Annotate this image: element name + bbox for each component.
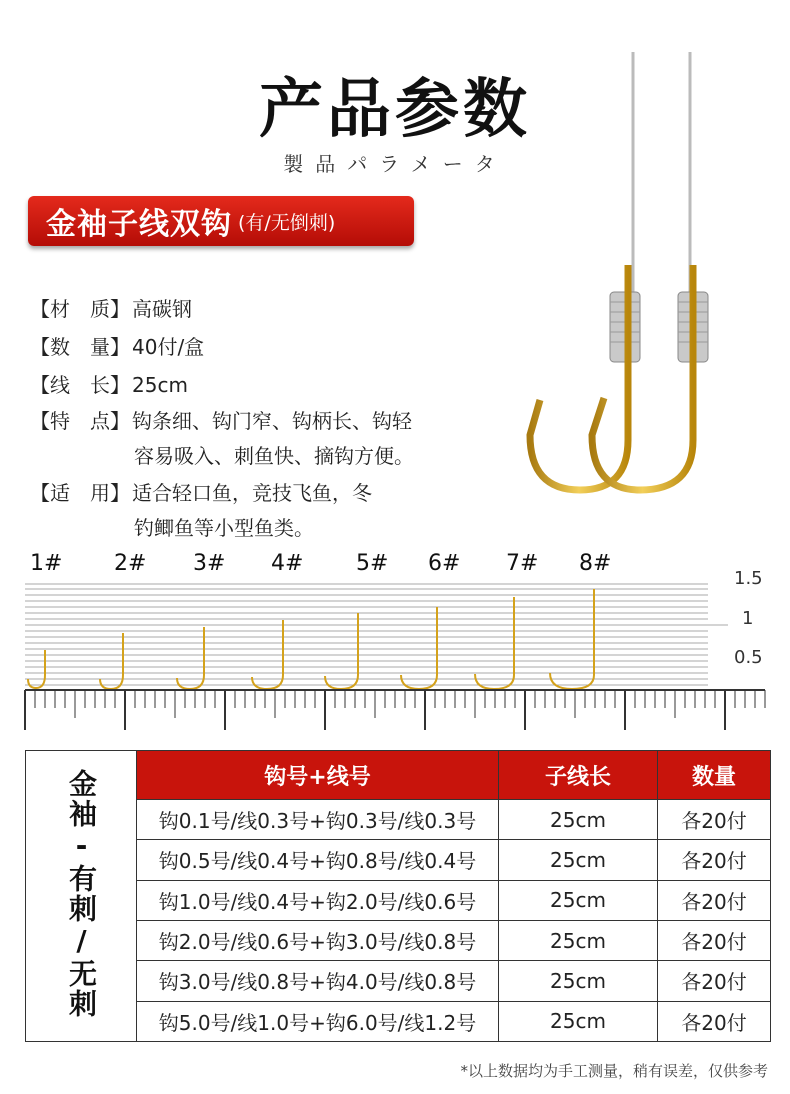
cell-length: 25cm <box>499 920 658 960</box>
size-label: 7# <box>506 551 539 576</box>
cell-quantity: 各20付 <box>658 840 771 880</box>
page-subtitle: 製品パラメータ <box>283 152 507 176</box>
scale-label: 0.5 <box>734 647 763 668</box>
header-hook-line: 钩号+线号 <box>137 751 499 800</box>
hook-photo <box>500 40 760 510</box>
size-label: 1# <box>30 551 63 576</box>
cell-spec: 钩2.0号/线0.6号+钩3.0号/线0.8号 <box>137 920 499 960</box>
table-row <box>26 880 771 920</box>
size-label: 3# <box>193 551 226 576</box>
disclaimer-note: *以上数据均为手工测量，稍有误差，仅供参考 <box>460 1062 768 1080</box>
cell-quantity: 各20付 <box>658 961 771 1001</box>
cell-spec: 钩1.0号/线0.4号+钩2.0号/线0.6号 <box>137 880 499 920</box>
cell-spec: 钩3.0号/线0.8号+钩4.0号/线0.8号 <box>137 961 499 1001</box>
table-header-row <box>26 751 771 800</box>
size-label: 6# <box>428 551 461 576</box>
table-row <box>26 1001 771 1041</box>
cell-quantity: 各20付 <box>658 800 771 840</box>
product-name: 金袖子线双钩 <box>46 207 232 242</box>
size-comparison-figure <box>0 575 790 740</box>
cell-length: 25cm <box>499 1001 658 1041</box>
cell-length: 25cm <box>499 800 658 840</box>
scale-label: 1.5 <box>734 568 763 589</box>
spec-table <box>25 750 771 1042</box>
spec-quantity: 【数 量】 40付/盒 <box>30 335 205 359</box>
table-row <box>26 800 771 840</box>
table-side-label-cell <box>26 751 137 1042</box>
size-label: 8# <box>579 551 612 576</box>
header-quantity: 数量 <box>658 751 771 800</box>
table-row <box>26 961 771 1001</box>
table-side-label: 金袖-有刺/无刺 <box>65 768 98 1019</box>
cell-quantity: 各20付 <box>658 1001 771 1041</box>
spec-usage: 【适 用】 适合轻口鱼，竞技飞鱼，冬 <box>30 481 372 505</box>
size-label: 5# <box>356 551 389 576</box>
cell-length: 25cm <box>499 961 658 1001</box>
spec-features-cont: 容易吸入、刺鱼快、摘钩方便。 <box>134 444 414 468</box>
cell-spec: 钩0.5号/线0.4号+钩0.8号/线0.4号 <box>137 840 499 880</box>
header-line-length: 子线长 <box>499 751 658 800</box>
size-label: 2# <box>114 551 147 576</box>
spec-features: 【特 点】 钩条细、钩门窄、钩柄长、钩轻 <box>30 409 412 433</box>
table-row <box>26 840 771 880</box>
spec-usage-cont: 钓鲫鱼等小型鱼类。 <box>134 516 314 540</box>
spec-line-length: 【线 长】 25cm <box>30 373 188 397</box>
product-variant: (有/无倒刺) <box>238 211 336 234</box>
cell-length: 25cm <box>499 880 658 920</box>
scale-label: 1 <box>742 608 754 629</box>
cell-quantity: 各20付 <box>658 920 771 960</box>
cell-spec: 钩5.0号/线1.0号+钩6.0号/线1.2号 <box>137 1001 499 1041</box>
spec-material: 【材 质】 高碳钢 <box>30 297 192 321</box>
size-label: 4# <box>271 551 304 576</box>
cell-quantity: 各20付 <box>658 880 771 920</box>
product-badge <box>28 196 414 246</box>
cell-spec: 钩0.1号/线0.3号+钩0.3号/线0.3号 <box>137 800 499 840</box>
page-title: 产品参数 <box>259 73 531 147</box>
table-row <box>26 920 771 960</box>
cell-length: 25cm <box>499 840 658 880</box>
